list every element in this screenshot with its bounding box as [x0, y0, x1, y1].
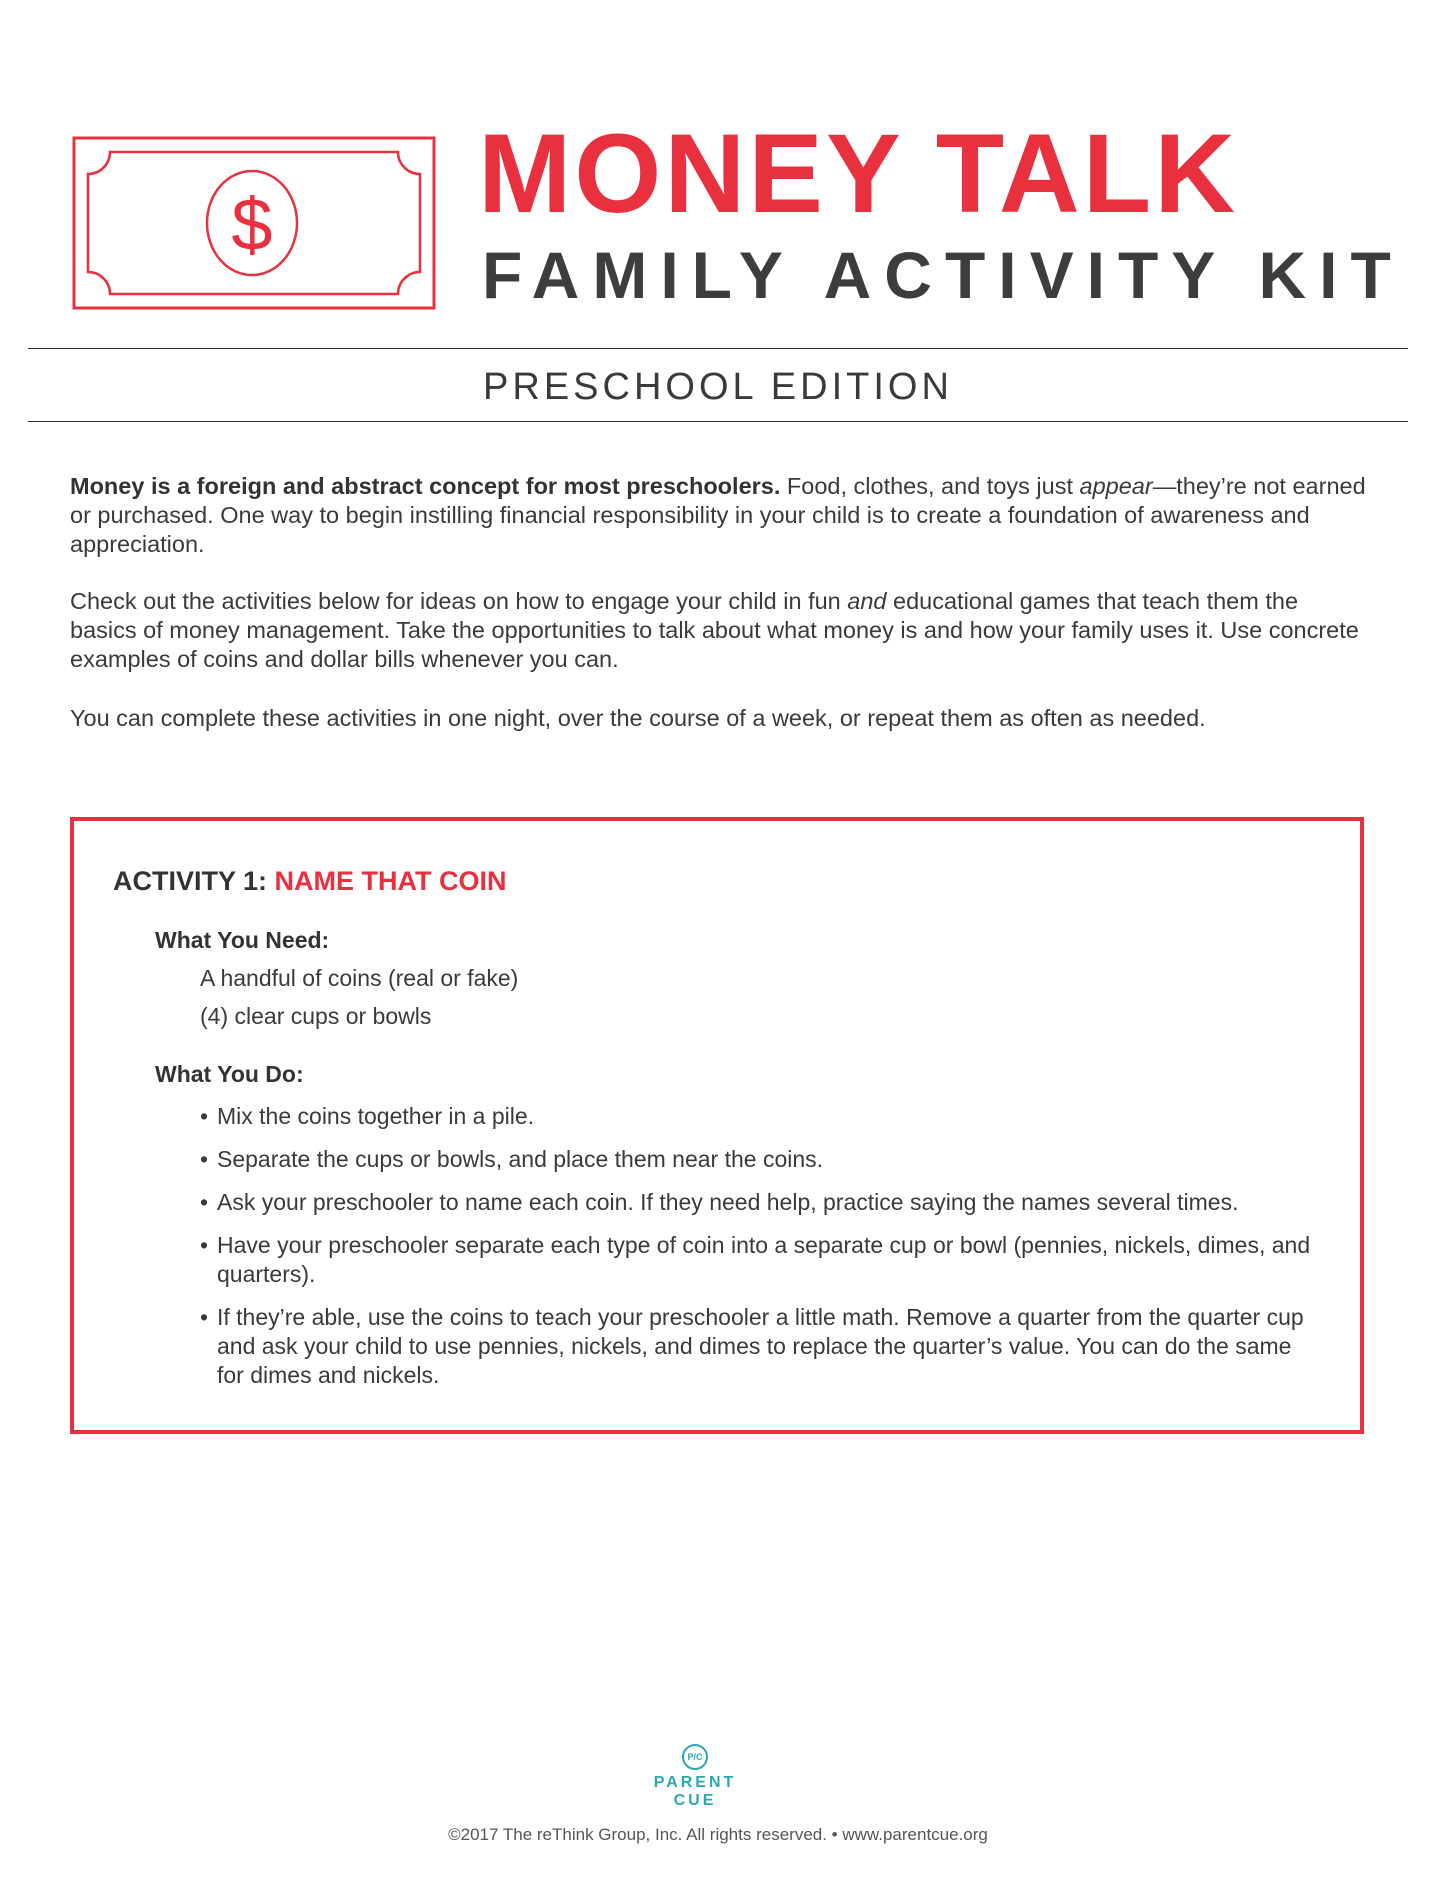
logo-line-2: CUE: [673, 1792, 717, 1809]
what-you-need-heading: What You Need:: [155, 927, 330, 953]
step-item: • Have your preschooler separate each type of coin into a separate cup or bowl (pennies, nickels, dimes, and quarters).: [200, 1232, 1311, 1287]
need-item: (4) clear cups or bowls: [200, 1003, 432, 1029]
activity-number: ACTIVITY 1:: [113, 866, 268, 896]
step-item: • Ask your preschooler to name each coin. If they need help, practice saying the names several times.: [200, 1189, 1239, 1215]
top-divider: [28, 348, 1408, 349]
parent-cue-mark-icon: P/C: [682, 1744, 708, 1770]
dollar-bill-icon: [72, 136, 436, 310]
need-item: A handful of coins (real or fake): [200, 965, 519, 991]
what-you-do-heading: What You Do:: [155, 1061, 304, 1087]
intro-lead: Money is a foreign and abstract concept for most preschoolers.: [70, 473, 781, 499]
step-item: • If they’re able, use the coins to teach your preschooler a little math. Remove a quarter from the quarter cup and ask your child to use pennies, nickels, and dimes to replace the quarter’s value. You can do the same for dimes and nickels.: [200, 1304, 1304, 1388]
dollar-sign: $: [231, 183, 273, 266]
step-item: • Separate the cups or bowls, and place them near the coins.: [200, 1146, 824, 1172]
intro-paragraph-2: Check out the activities below for ideas on how to engage your child in fun and educational games that teach them the basics of money management. Take the opportunities to talk about what money is and how your family uses it. Use concrete examples of coins and dollar bills whenever you can.: [70, 588, 1359, 672]
activity-heading: [113, 866, 507, 897]
logo-line-1: PARENT: [653, 1774, 737, 1791]
page-title: MONEY TALK: [478, 111, 1239, 236]
footer-copyright: ©2017 The reThink Group, Inc. All rights reserved. • www.parentcue.org: [448, 1825, 988, 1844]
activity-title: NAME THAT COIN: [274, 866, 507, 896]
page-subtitle: FAMILY ACTIVITY KIT: [482, 238, 1404, 312]
edition-label: PRESCHOOL EDITION: [483, 366, 953, 408]
intro-paragraph-1: Money is a foreign and abstract concept for most preschoolers. Food, clothes, and toys just appear—they’re not earned or purchased. One way to begin instilling financial responsibility in your child is to create a foundation of awareness and appreciation.: [70, 473, 1366, 557]
step-item: • Mix the coins together in a pile.: [200, 1103, 535, 1129]
intro-paragraph-3: You can complete these activities in one night, over the course of a week, or repeat them as often as needed.: [70, 705, 1206, 731]
bottom-divider: [28, 421, 1408, 422]
parent-cue-logo: [640, 1744, 750, 1810]
